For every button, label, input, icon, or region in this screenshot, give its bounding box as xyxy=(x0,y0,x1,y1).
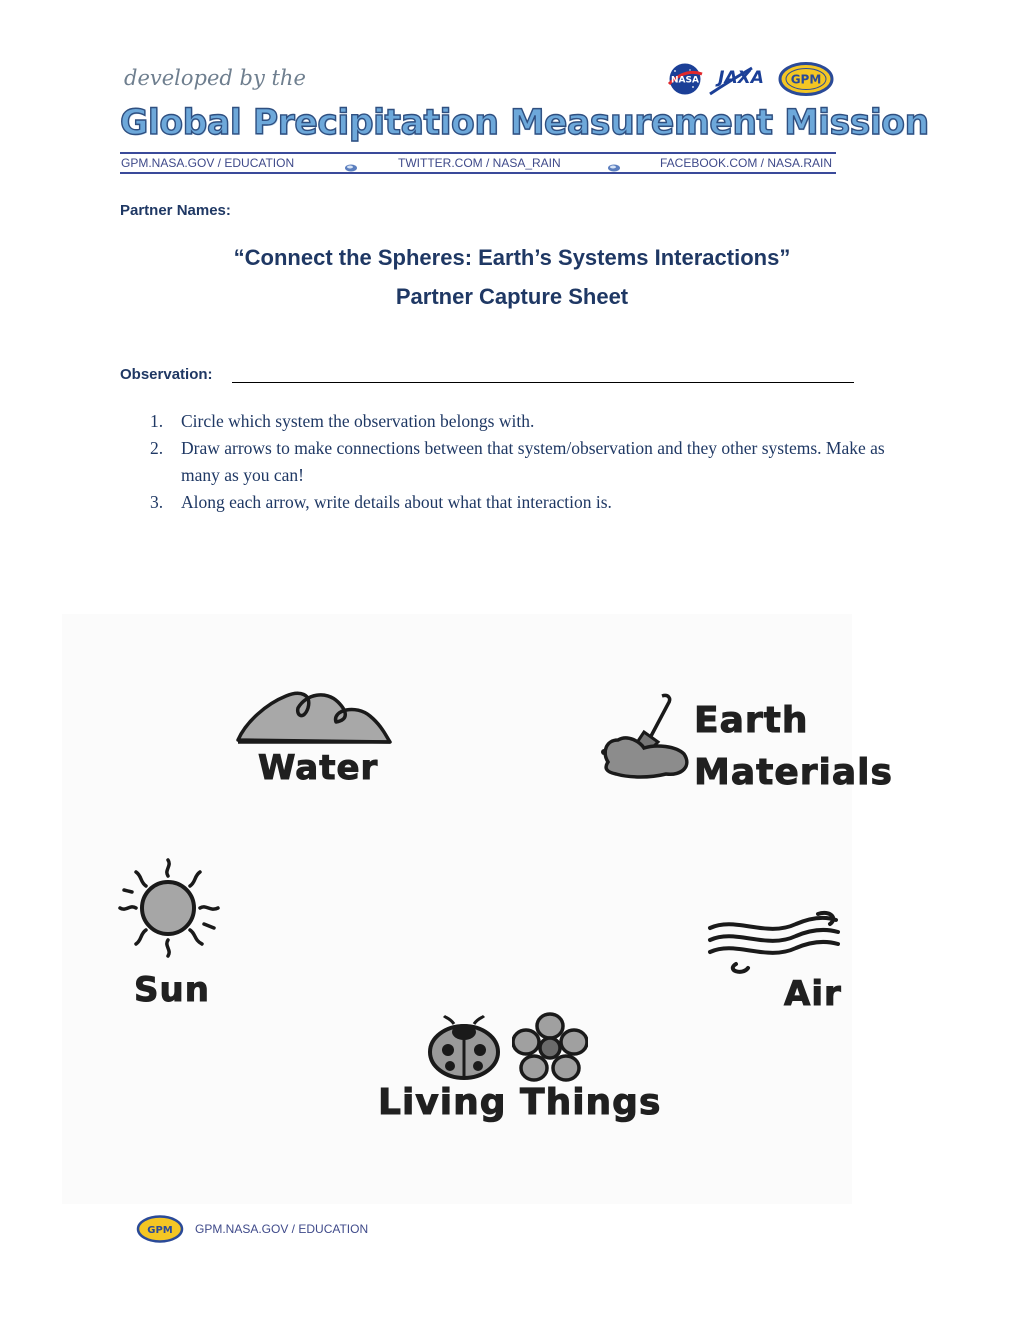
developed-by-text: developed by the xyxy=(124,66,306,90)
jaxa-logo xyxy=(708,64,770,101)
system-label-materials[interactable]: Materials xyxy=(694,752,893,793)
partner-names-label: Partner Names: xyxy=(120,202,231,219)
header-rule-bottom xyxy=(120,172,836,174)
link-twitter[interactable]: TWITTER.COM / NASA_RAIN xyxy=(398,156,561,170)
raindrop-icon xyxy=(344,159,358,177)
water-icon xyxy=(236,680,394,751)
instruction-item: 1. Circle which system the observation belongs with. xyxy=(150,411,535,431)
page-subtitle: Partner Capture Sheet xyxy=(395,284,629,309)
system-label-water[interactable]: Water xyxy=(258,748,379,788)
svg-text:GPM: GPM xyxy=(790,72,822,87)
gpm-logo xyxy=(778,62,834,101)
header-rule-top xyxy=(120,152,836,154)
observation-field[interactable] xyxy=(232,382,854,383)
link-facebook[interactable]: FACEBOOK.COM / NASA.RAIN xyxy=(660,156,833,170)
instruction-list xyxy=(120,408,910,516)
instruction-item: 3. Along each arrow, write details about what that interaction is. xyxy=(150,492,612,512)
shovel-dirt-icon xyxy=(600,692,692,785)
system-label-air[interactable]: Air xyxy=(784,974,842,1014)
system-label-earth[interactable]: Earth xyxy=(694,700,809,741)
page-title: “Connect the Spheres: Earth’s Systems Interactions” xyxy=(233,245,791,270)
sun-icon xyxy=(116,858,224,963)
raindrop-icon xyxy=(607,159,621,177)
mission-title: Global Precipitation Measurement Mission xyxy=(120,103,929,143)
instruction-item: 2. Draw arrows to make connections between that system/observation and they other systems. Make as many as you can! xyxy=(150,438,885,485)
gpm-footer-logo xyxy=(136,1215,184,1248)
flower-icon xyxy=(512,1012,588,1087)
nasa-logo xyxy=(666,62,704,101)
svg-text:NASA: NASA xyxy=(671,75,699,86)
ladybug-icon xyxy=(426,1014,506,1085)
system-label-sun[interactable]: Sun xyxy=(134,970,210,1010)
system-label-living-things[interactable]: Living Things xyxy=(378,1082,662,1123)
footer-link-education[interactable]: GPM.NASA.GOV / EDUCATION xyxy=(195,1222,369,1236)
svg-text:JAXA: JAXA xyxy=(718,68,764,88)
wind-icon xyxy=(706,910,842,981)
link-gpm-education[interactable]: GPM.NASA.GOV / EDUCATION xyxy=(121,156,295,170)
observation-label: Observation: xyxy=(120,366,213,383)
svg-text:GPM: GPM xyxy=(147,1225,173,1236)
